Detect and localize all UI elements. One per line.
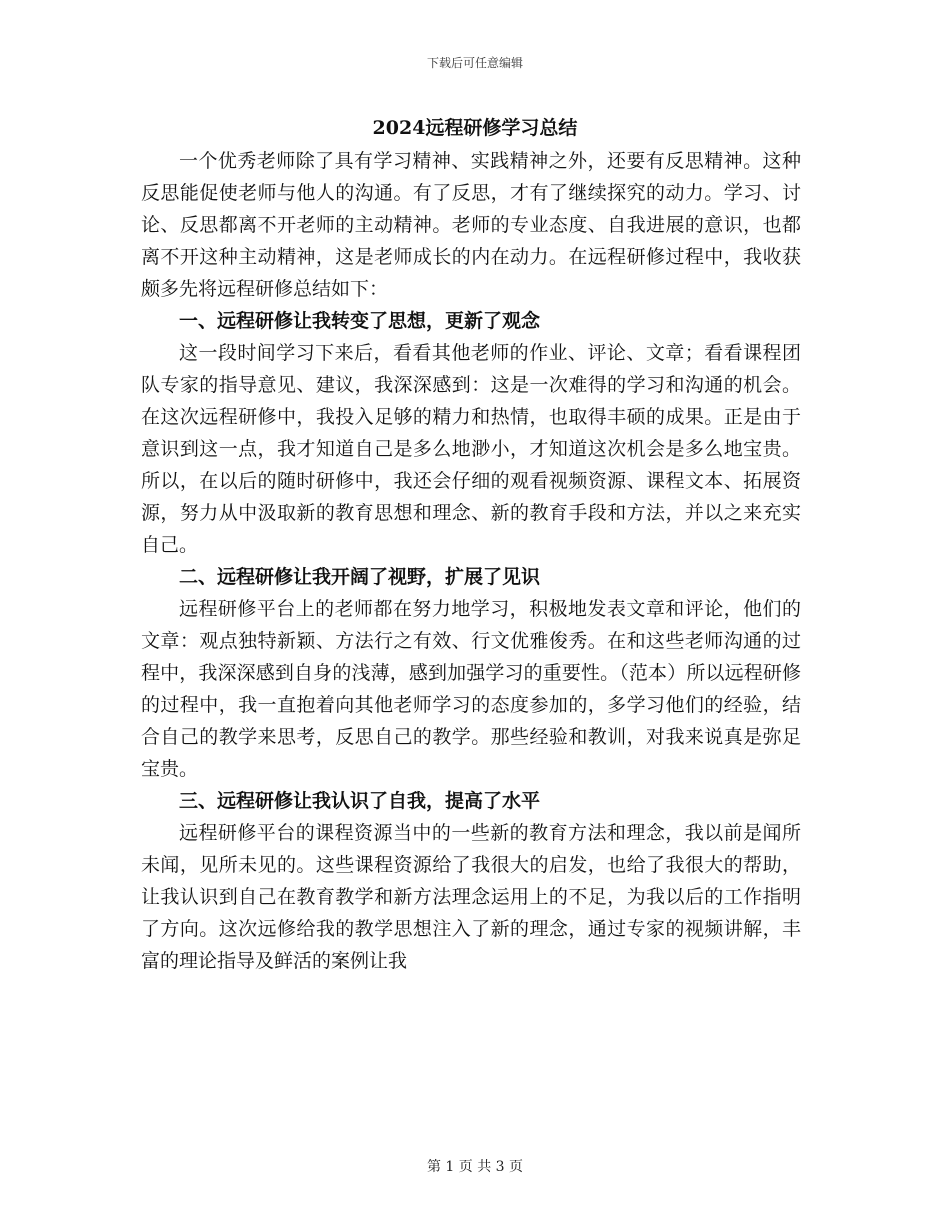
page-number: 第 1 页 共 3 页 — [426, 1159, 524, 1175]
document-body — [141, 145, 801, 977]
section-heading-1: 一、远程研修让我转变了思想，更新了观念 — [179, 310, 541, 332]
section-paragraph-2: 远程研修平台上的老师都在努力地学习，积极地发表文章和评论，他们的文章：观点独特新颖、方法行之有效、行文优雅俊秀。在和这些老师沟通的过程中，我深深感到自身的浅薄，感到加强学习的重要性。（范本）所以远程研修的过程中，我一直抱着向其他老师学习的态度参加的，多学习他们的经验，结合自己的教学来思考，反思自己的教学。那些经验和教训，对我来说真是弥足宝贵。 — [141, 598, 801, 780]
section-paragraph-3: 远程研修平台的课程资源当中的一些新的教育方法和理念，我以前是闻所未闻，见所未见的。这些课程资源给了我很大的启发，也给了我很大的帮助，让我认识到自己在教育教学和新方法理念运用上的不足，为我以后的工作指明了方向。这次远修给我的教学思想注入了新的理念，通过专家的视频讲解，丰富的理论指导及鲜活的案例让我 — [141, 822, 801, 972]
document-title: 2024远程研修学习总结 — [372, 117, 578, 139]
section-heading-2: 二、远程研修让我开阔了视野，扩展了见识 — [179, 566, 541, 588]
section-heading-3: 三、远程研修让我认识了自我，提高了水平 — [179, 790, 541, 812]
intro-paragraph: 一个优秀老师除了具有学习精神、实践精神之外，还要有反思精神。这种反思能促使老师与他人的沟通。有了反思，才有了继续探究的动力。学习、讨论、反思都离不开老师的主动精神。老师的专业态度、自我进展的意识，也都离不开这种主动精神，这是老师成长的内在动力。在远程研修过程中，我收获颇多先将远程研修总结如下： — [141, 150, 801, 300]
header-note: 下载后可任意编辑 — [426, 56, 523, 70]
section-paragraph-1: 这一段时间学习下来后，看看其他老师的作业、评论、文章；看看课程团队专家的指导意见、建议，我深深感到：这是一次难得的学习和沟通的机会。在这次远程研修中，我投入足够的精力和热情，也取得丰硕的成果。正是由于意识到这一点，我才知道自己是多么地渺小，才知道这次机会是多么地宝贵。所以，在以后的随时研修中，我还会仔细的观看视频资源、课程文本、拓展资源，努力从中汲取新的教育思想和理念、新的教育手段和方法，并以之来充实自己。 — [141, 342, 801, 556]
